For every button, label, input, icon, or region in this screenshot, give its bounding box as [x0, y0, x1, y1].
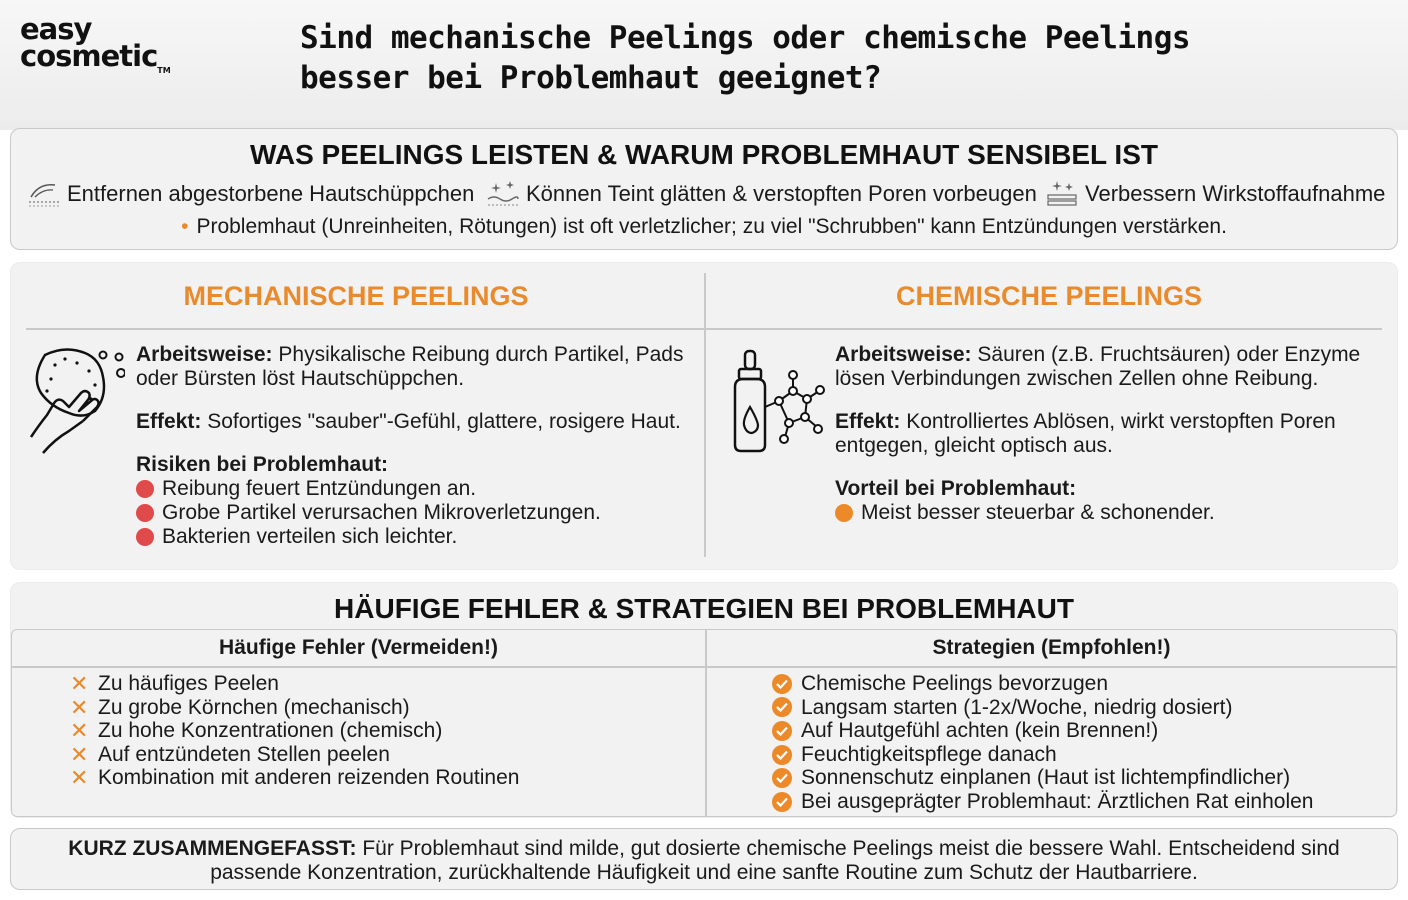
list-item — [772, 766, 1313, 790]
list-item — [70, 696, 519, 720]
label: Effekt: — [136, 410, 202, 433]
mistakes-header: Häufige Fehler (Vermeiden!) — [219, 636, 498, 659]
list-item — [70, 743, 519, 767]
label: Arbeitsweise: — [835, 343, 972, 366]
risk-text: Reibung feuert Entzündungen an. — [162, 477, 477, 500]
risk-heading: Risiken bei Problemhaut: — [136, 453, 389, 476]
note-text: Problemhaut (Unreinheiten, Rötungen) ist oft verletzlicher; zu viel "Schrubben" kann Entzündungen verstärken. — [196, 215, 1227, 238]
list-item — [70, 766, 519, 790]
list-item — [772, 696, 1313, 720]
list-item — [772, 790, 1313, 814]
check-icon — [772, 745, 792, 765]
chemical-method — [835, 343, 1380, 391]
label: Effekt: — [835, 410, 901, 433]
mistake-text: Zu hohe Konzentrationen (chemisch) — [98, 719, 443, 743]
check-icon — [772, 792, 792, 812]
mistakes-strategies-table — [11, 629, 1397, 817]
risk-item — [136, 501, 696, 525]
mistake-text: Kombination mit anderen reizenden Routinen — [98, 766, 520, 790]
page-title: Sind mechanische Peelings oder chemische Peelings besser bei Problemhaut geeignet? — [300, 20, 1191, 96]
chemical-advantages — [835, 477, 1380, 525]
check-icon — [772, 674, 792, 694]
strategy-text: Auf Hautgefühl achten (kein Brennen!) — [801, 719, 1159, 743]
strategy-text: Feuchtigkeitspflege danach — [801, 742, 1057, 766]
mistakes-strategies-panel — [10, 582, 1398, 818]
check-icon — [772, 697, 792, 717]
strategy-text: Chemische Peelings bevorzugen — [801, 672, 1109, 695]
feature-label: Verbessern Wirkstoffaufnahme — [1085, 181, 1386, 206]
cross-icon: ✕ — [70, 671, 89, 696]
check-icon — [772, 721, 792, 741]
divider — [705, 630, 707, 816]
feature-item — [27, 179, 474, 209]
summary-label: KURZ ZUSAMMENGEFASST: — [68, 837, 357, 860]
red-dot-icon — [136, 480, 154, 498]
mechanical-risks — [136, 453, 696, 549]
text: Kontrolliertes Ablösen, wirkt verstopften Poren entgegen, gleicht optisch aus. — [835, 410, 1336, 457]
mistake-text: Zu grobe Körnchen (mechanisch) — [98, 695, 410, 719]
risk-item — [136, 525, 696, 549]
strategies-list — [772, 672, 1313, 814]
cross-icon: ✕ — [70, 765, 89, 791]
bullet-dot: • — [181, 215, 189, 238]
text: Säuren (z.B. Fruchtsäuren) oder Enzyme lösen Verbindungen zwischen Zellen ohne Reibung. — [835, 343, 1361, 390]
advantage-heading: Vorteil bei Problemhaut: — [835, 477, 1077, 500]
text: Sofortiges "sauber"-Gefühl, glattere, rosigere Haut. — [207, 410, 681, 433]
list-item — [70, 672, 519, 696]
header — [0, 0, 1408, 130]
skin-flake-icon — [27, 179, 61, 209]
mistake-text: Zu häufiges Peelen — [98, 672, 279, 695]
intro-panel — [10, 128, 1398, 250]
list-item — [772, 743, 1313, 767]
mistake-text: Auf entzündeten Stellen peelen — [98, 742, 390, 766]
text: Physikalische Reibung durch Partikel, Pads oder Bürsten löst Hautschüppchen. — [136, 343, 684, 390]
list-item — [70, 719, 519, 743]
sparkle-layers-icon — [1045, 179, 1079, 209]
summary-text — [31, 837, 1377, 885]
list-item — [772, 719, 1313, 743]
cross-icon: ✕ — [70, 694, 89, 720]
label: Arbeitsweise: — [136, 343, 273, 366]
sparkle-pores-icon — [486, 179, 520, 209]
summary-panel — [10, 828, 1398, 890]
feature-item — [1045, 179, 1385, 209]
advantage-item — [835, 501, 1380, 525]
comparison-panel — [10, 262, 1398, 570]
mechanical-effect — [136, 410, 696, 434]
strategy-text: Bei ausgeprägter Problemhaut: Ärztlichen Rat einholen — [801, 789, 1314, 813]
risk-item — [136, 477, 696, 501]
feature-label: Können Teint glätten & verstopften Poren vorbeugen — [526, 181, 1037, 206]
risk-text: Bakterien verteilen sich leichter. — [162, 525, 458, 548]
risk-text: Grobe Partikel verursachen Mikroverletzungen. — [162, 501, 601, 524]
advantage-text: Meist besser steuerbar & schonender. — [861, 501, 1215, 524]
chemical-effect — [835, 410, 1380, 458]
mistakes-strategies-title: HÄUFIGE FEHLER & STRATEGIEN BEI PROBLEMHAUT — [334, 593, 1074, 624]
problem-skin-note — [11, 215, 1397, 239]
mistakes-list — [70, 672, 519, 790]
hand-sponge-icon — [25, 345, 125, 455]
list-item — [772, 672, 1313, 696]
mechanical-title: MECHANISCHE PEELINGS — [183, 281, 529, 311]
red-dot-icon — [136, 528, 154, 546]
divider — [12, 666, 1396, 668]
orange-dot-icon — [835, 504, 853, 522]
check-icon — [772, 768, 792, 788]
cross-icon: ✕ — [70, 741, 89, 767]
dropper-molecule-icon — [727, 347, 827, 457]
divider — [704, 273, 706, 557]
chemical-title: CHEMISCHE PEELINGS — [895, 281, 1203, 311]
cross-icon: ✕ — [70, 718, 89, 744]
feature-label: Entfernen abgestorbene Hautschüppchen — [67, 181, 475, 206]
feature-item — [486, 179, 1037, 209]
strategy-text: Langsam starten (1-2x/Woche, niedrig dosiert) — [801, 695, 1233, 719]
mechanical-method — [136, 343, 696, 391]
intro-title: WAS PEELINGS LEISTEN & WARUM PROBLEMHAUT SENSIBEL IST — [250, 139, 1158, 170]
brand-logo: easy cosmetic™ — [20, 12, 171, 75]
red-dot-icon — [136, 504, 154, 522]
summary-body: Für Problemhaut sind milde, gut dosierte chemische Peelings meist die bessere Wahl. Entscheidend sind passende Konzentration, zurückhaltende Häufigkeit und eine sanfte Routine zum Schutz der Hautbarriere. — [210, 837, 1340, 884]
strategy-text: Sonnenschutz einplanen (Haut ist lichtempfindlicher) — [801, 766, 1291, 790]
strategies-header: Strategien (Empfohlen!) — [932, 636, 1171, 659]
